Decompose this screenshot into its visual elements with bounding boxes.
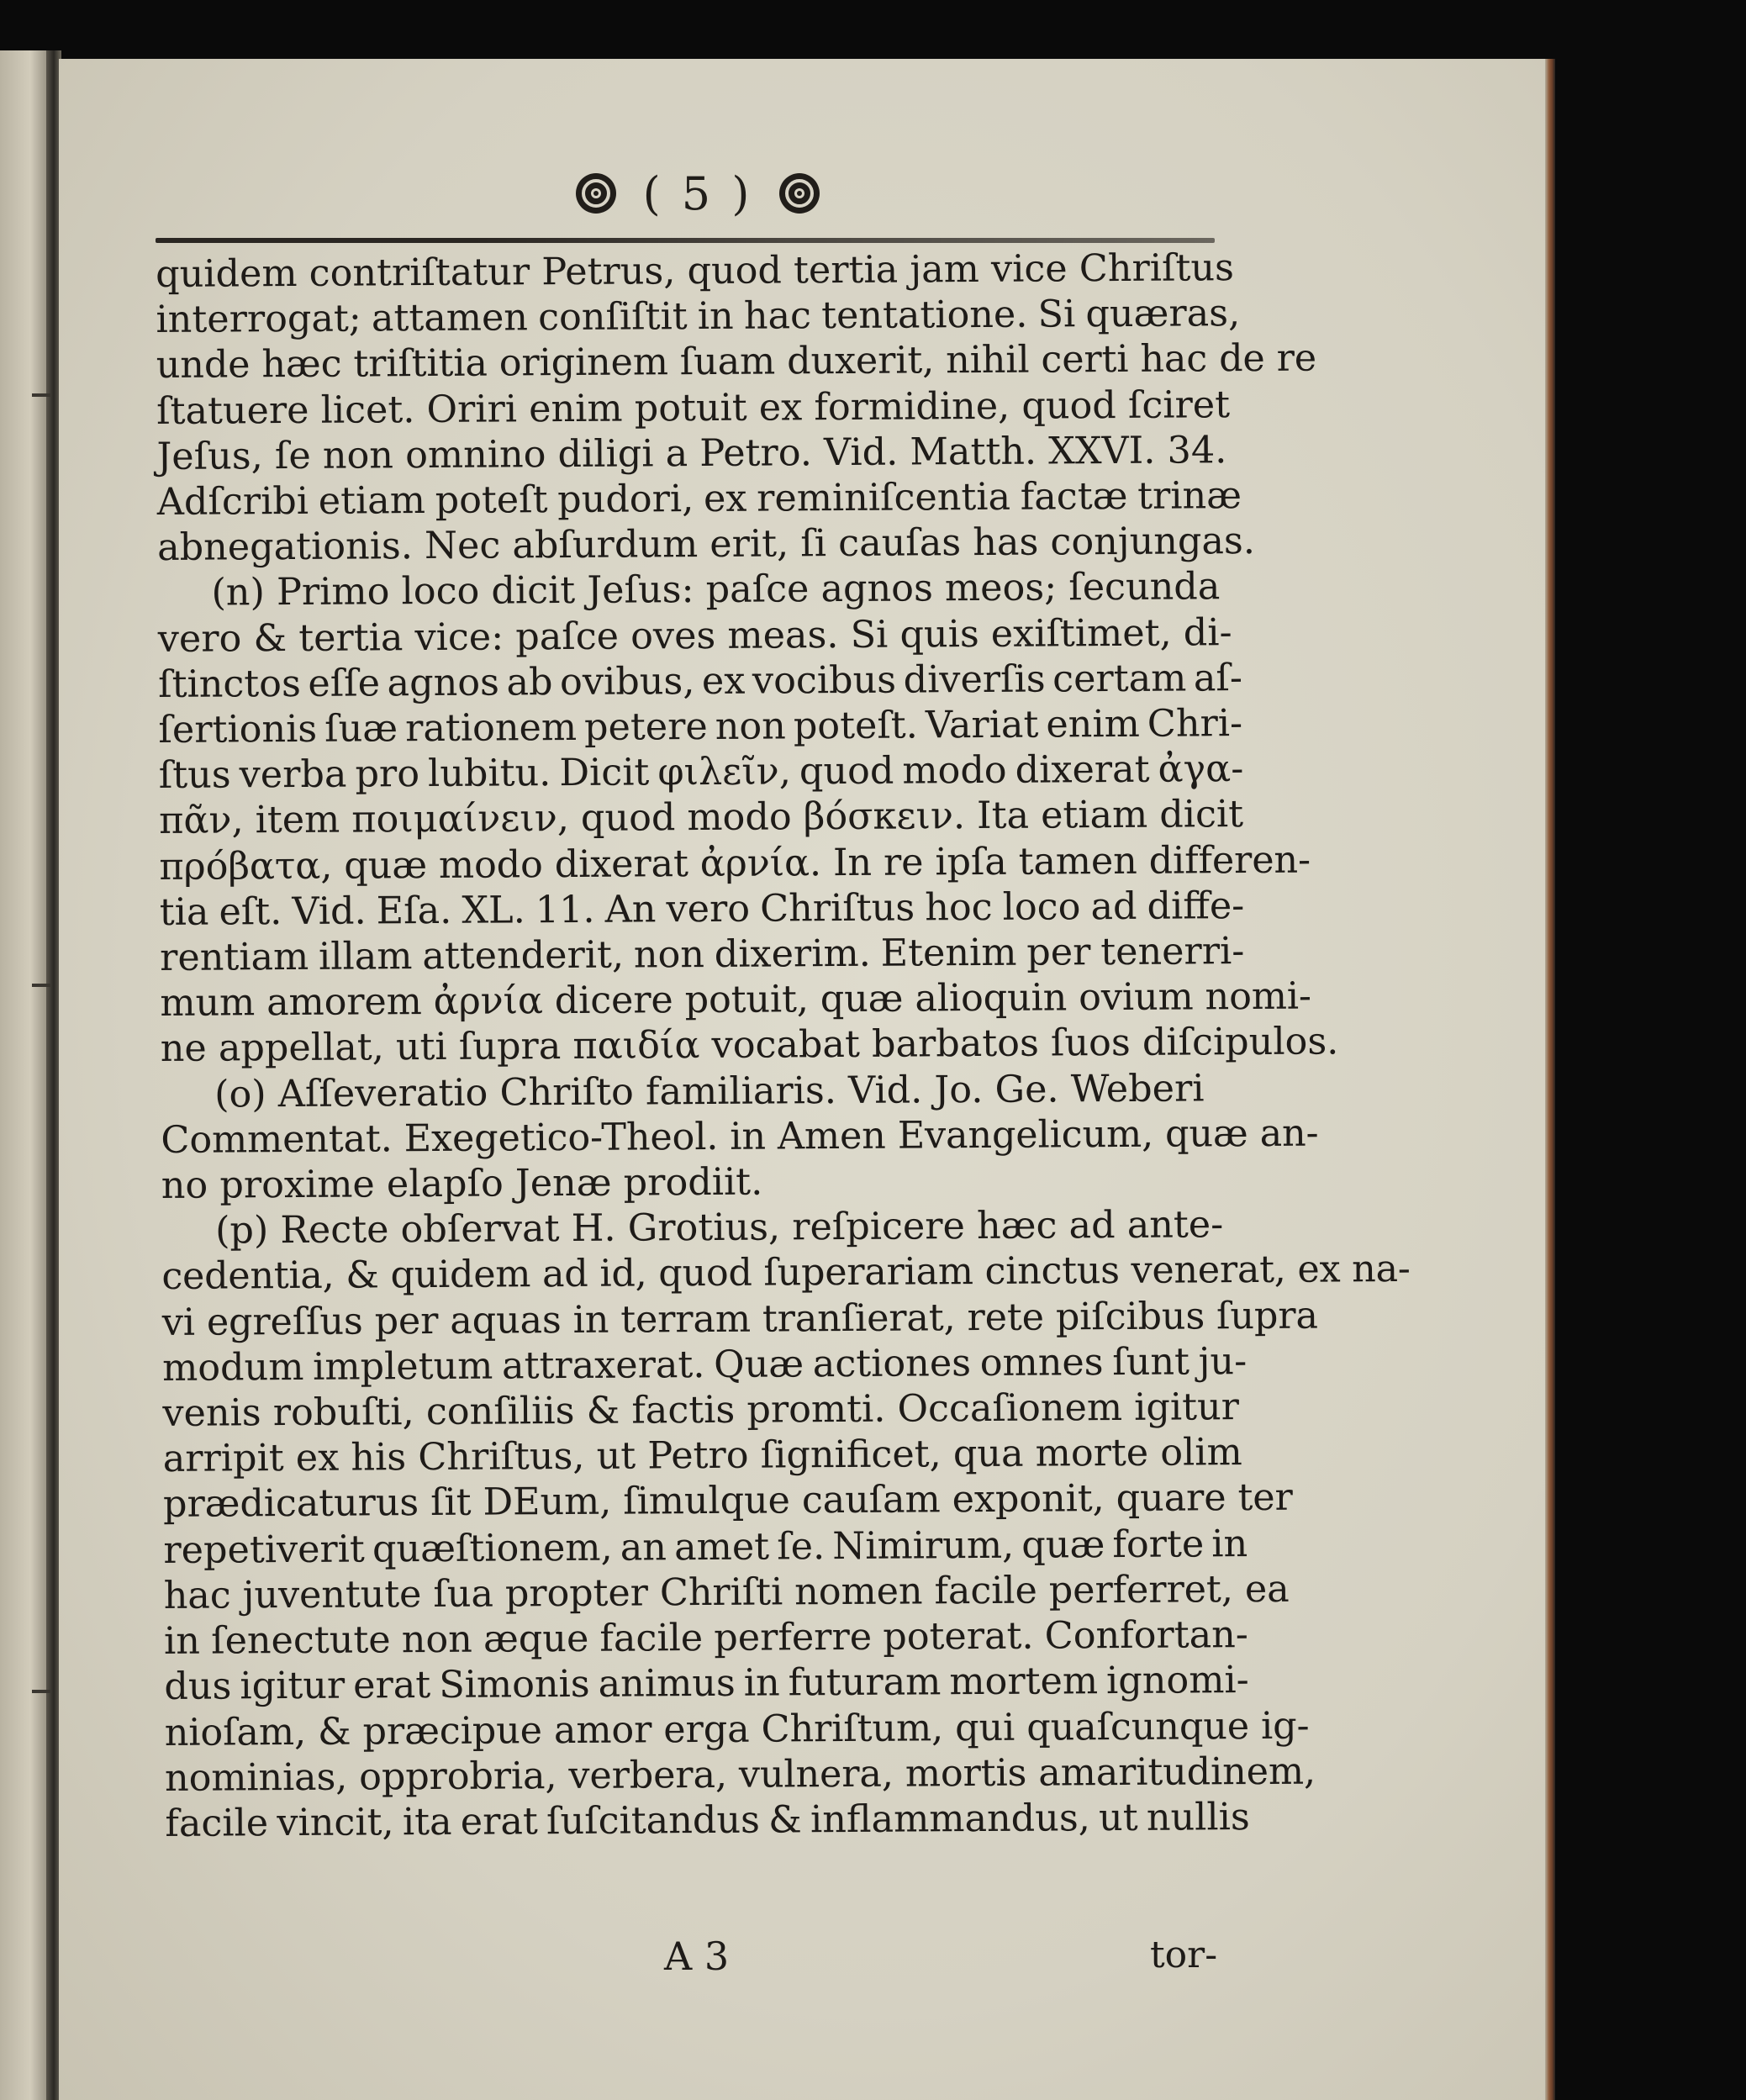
catchword: tor- bbox=[1150, 1934, 1218, 1976]
text-line: nioſam, & præcipue amor erga Chriſtum, qui quaſcunque ig- bbox=[164, 1704, 1310, 1754]
text-line: arripit ex his Chriſtus, ut Petro ſignificet, qua morte olim bbox=[162, 1431, 1242, 1481]
text-line: prædicaturus ſit DEum, ſimulque cauſam exponit, quare ter bbox=[162, 1476, 1293, 1527]
page-fore-edge bbox=[1545, 59, 1555, 2100]
header-rule bbox=[156, 238, 1215, 243]
page-number: ( 5 ) bbox=[642, 166, 753, 220]
text-line: repetiverit quæſtionem, an amet ſe. Nimirum, quæ forte in bbox=[163, 1522, 1248, 1572]
text-line: πρόβατα, quæ modo dixerat ἀρνία. In re ipſa tamen differen- bbox=[159, 838, 1311, 889]
text-line: (p) Recte obſervat H. Grotius, reſpicere hæc ad ante- bbox=[214, 1203, 1224, 1253]
text-line: cedentia, & quidem ad id, quod ſuperariam cinctus venerat, ex na- bbox=[161, 1248, 1411, 1299]
signature-mark: A 3 bbox=[664, 1934, 730, 1979]
text-line: ſertionis ſuæ rationem petere non poteſt. Variat enim Chri- bbox=[158, 702, 1243, 752]
text-line: ſtatuere licet. Oriri enim potuit ex formidine, quod ſciret bbox=[156, 383, 1231, 433]
left-page-edge bbox=[0, 50, 50, 2100]
text-line: unde hæc triſtitia originem ſuam duxerit, nihil certi hac de re bbox=[156, 336, 1317, 388]
text-line: no proxime elapſo Jenæ prodiit. bbox=[161, 1160, 763, 1208]
text-line: hac juventute ſua propter Chriſti nomen facile perferret, ea bbox=[163, 1567, 1290, 1617]
text-line: ne appellat, uti ſupra παιδία vocabat barbatos ſuos diſcipulos. bbox=[160, 1020, 1339, 1071]
text-line: tia eſt. Vid. Eſa. XL. 11. An vero Chriſtus hoc loco ad diffe- bbox=[159, 884, 1245, 934]
text-line: Adſcribi etiam poteſt pudori, ex reminiſcentia factæ trinæ bbox=[156, 474, 1242, 525]
text-line: facile vincit, ita erat ſuſcitandus & inflammandus, ut nullis bbox=[165, 1795, 1250, 1845]
text-line: interrogat; attamen conſiſtit in hac tentatione. Si quæras, bbox=[156, 292, 1241, 342]
text-line: quidem contriſtatur Petrus, quod tertia jam vice Chriſtus bbox=[156, 246, 1235, 296]
text-line: nominias, opprobria, verbera, vulnera, mortis amaritudinem, bbox=[164, 1749, 1316, 1800]
text-line: vero & tertia vice: paſce oves meas. Si quis exiſtimet, di- bbox=[157, 610, 1232, 661]
text-line: venis robuſti, conſiliis & factis promti. Occaſionem igitur bbox=[162, 1385, 1240, 1436]
text-line: Commentat. Exegetico-Theol. in Amen Evangelicum, quæ an- bbox=[161, 1111, 1319, 1162]
text-line: abnegationis. Nec abſurdum erit, ſi cauſas has conjungas. bbox=[156, 520, 1256, 570]
flower-ornament-icon bbox=[574, 171, 618, 215]
text-line: mum amorem ἀρνία dicere potuit, quæ alioquin ovium nomi- bbox=[160, 974, 1312, 1026]
text-line: (o) Aſſeveratio Chriſto familiaris. Vid. Jo. Ge. Weberi bbox=[214, 1067, 1205, 1116]
text-line: in ſenectute non æque facile perferre poterat. Confortan- bbox=[163, 1613, 1249, 1664]
footnote-text-block bbox=[156, 245, 1411, 1847]
text-line: (n) Primo loco dicit Jeſus: paſce agnos meos; ſecunda bbox=[211, 565, 1221, 615]
running-header bbox=[525, 164, 870, 223]
text-line: ſtinctos eſſe agnos ab ovibus, ex vocibus diverſis certam aſ- bbox=[157, 656, 1243, 706]
flower-ornament-icon bbox=[778, 171, 821, 215]
text-line: Jeſus, ſe non omnino diligi a Petro. Vid. Matth. XXVI. 34. bbox=[156, 429, 1227, 478]
text-line: πᾶν, item ποιμαίνειν, quod modo βόσκειν. Ita etiam dicit bbox=[158, 793, 1244, 843]
text-line: rentiam illam attenderit, non dixerim. Etenim per tenerri- bbox=[159, 930, 1245, 980]
text-line: modum impletum attraxerat. Quæ actiones omnes ſunt ju- bbox=[161, 1339, 1248, 1390]
text-line: vi egreſſus per aquas in terram tranſierat, rete piſcibus ſupra bbox=[161, 1294, 1318, 1344]
text-line: dus igitur erat Simonis animus in futuram mortem ignomi- bbox=[164, 1659, 1249, 1709]
text-line: ſtus verba pro lubitu. Dicit φιλεῖν, quod modo dixerat ἀγα- bbox=[158, 747, 1244, 798]
